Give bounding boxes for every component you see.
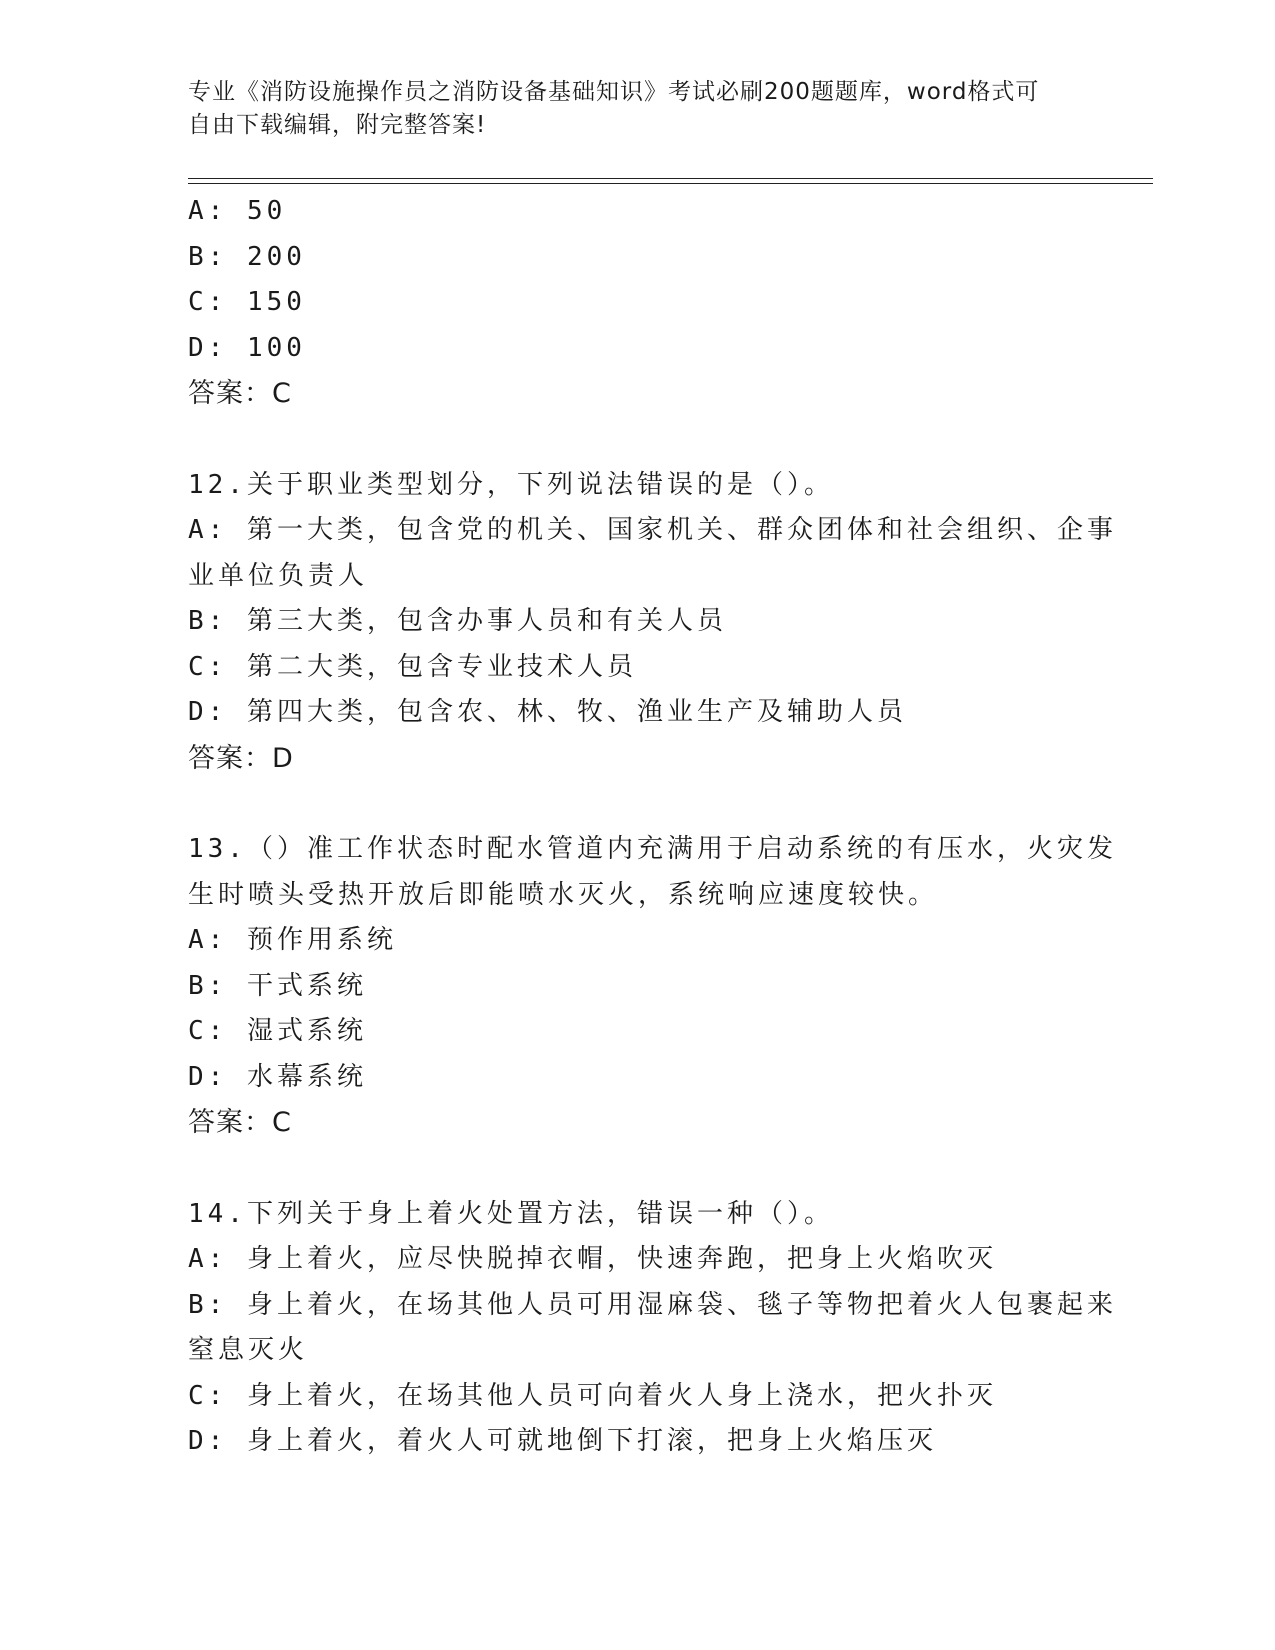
header-rule-top bbox=[188, 178, 1153, 179]
question-12 bbox=[188, 463, 1117, 782]
document-header bbox=[188, 76, 1088, 142]
question-stem: 13.（）准工作状态时配水管道内充满用于启动系统的有压水，火灾发 bbox=[188, 834, 1117, 864]
option-b: B: 200 bbox=[188, 241, 306, 272]
answer: 答案：D bbox=[188, 742, 294, 774]
question-13 bbox=[188, 827, 1117, 1146]
option-d: D: 100 bbox=[188, 332, 306, 363]
spacer bbox=[188, 1146, 1088, 1192]
option-d: D: 水幕系统 bbox=[188, 1061, 367, 1092]
option-c: C: 身上着火，在场其他人员可向着火人身上浇水，把火扑灭 bbox=[188, 1380, 997, 1411]
question-content bbox=[188, 189, 1117, 1465]
question-stem-continued: 生时喷头受热开放后即能喷水灭火，系统响应速度较快。 bbox=[188, 879, 939, 910]
option-d: D: 身上着火，着火人可就地倒下打滚，把身上火焰压灭 bbox=[188, 1426, 937, 1456]
header-line-1: 专业《消防设施操作员之消防设备基础知识》考试必刷200题题库，word格式可 bbox=[188, 79, 1040, 105]
question-14 bbox=[188, 1192, 1117, 1465]
option-c: C: 150 bbox=[188, 287, 306, 317]
option-b: B: 干式系统 bbox=[188, 970, 367, 1001]
option-b-continued: 窒息灭火 bbox=[188, 1335, 309, 1365]
answer: 答案：C bbox=[188, 1107, 292, 1138]
option-b: B: 第三大类，包含办事人员和有关人员 bbox=[188, 606, 727, 636]
option-d: D: 第四大类，包含农、林、牧、渔业生产及辅助人员 bbox=[188, 697, 907, 727]
spacer bbox=[188, 417, 1088, 463]
question-11 bbox=[188, 189, 1088, 417]
question-stem: 12.关于职业类型划分，下列说法错误的是（）。 bbox=[188, 469, 834, 500]
option-a: A: 身上着火，应尽快脱掉衣帽，快速奔跑，把身上火焰吹灭 bbox=[188, 1244, 997, 1274]
option-a: A: 预作用系统 bbox=[188, 925, 397, 955]
spacer bbox=[188, 781, 1088, 827]
answer: 答案：C bbox=[188, 378, 292, 409]
option-c: C: 湿式系统 bbox=[188, 1016, 367, 1046]
option-a: A: 第一大类，包含党的机关、国家机关、群众团体和社会组织、企事 bbox=[188, 515, 1117, 545]
option-a: A: 50 bbox=[188, 196, 287, 226]
header-rule-bottom bbox=[188, 183, 1153, 184]
option-b: B: 身上着火，在场其他人员可用湿麻袋、毯子等物把着火人包裹起来 bbox=[188, 1289, 1117, 1320]
option-a-continued: 业单位负责人 bbox=[188, 560, 369, 591]
header-line-2: 自由下载编辑，附完整答案! bbox=[188, 112, 487, 138]
option-c: C: 第二大类，包含专业技术人员 bbox=[188, 651, 637, 682]
question-stem: 14.下列关于身上着火处置方法，错误一种（）。 bbox=[188, 1198, 834, 1229]
